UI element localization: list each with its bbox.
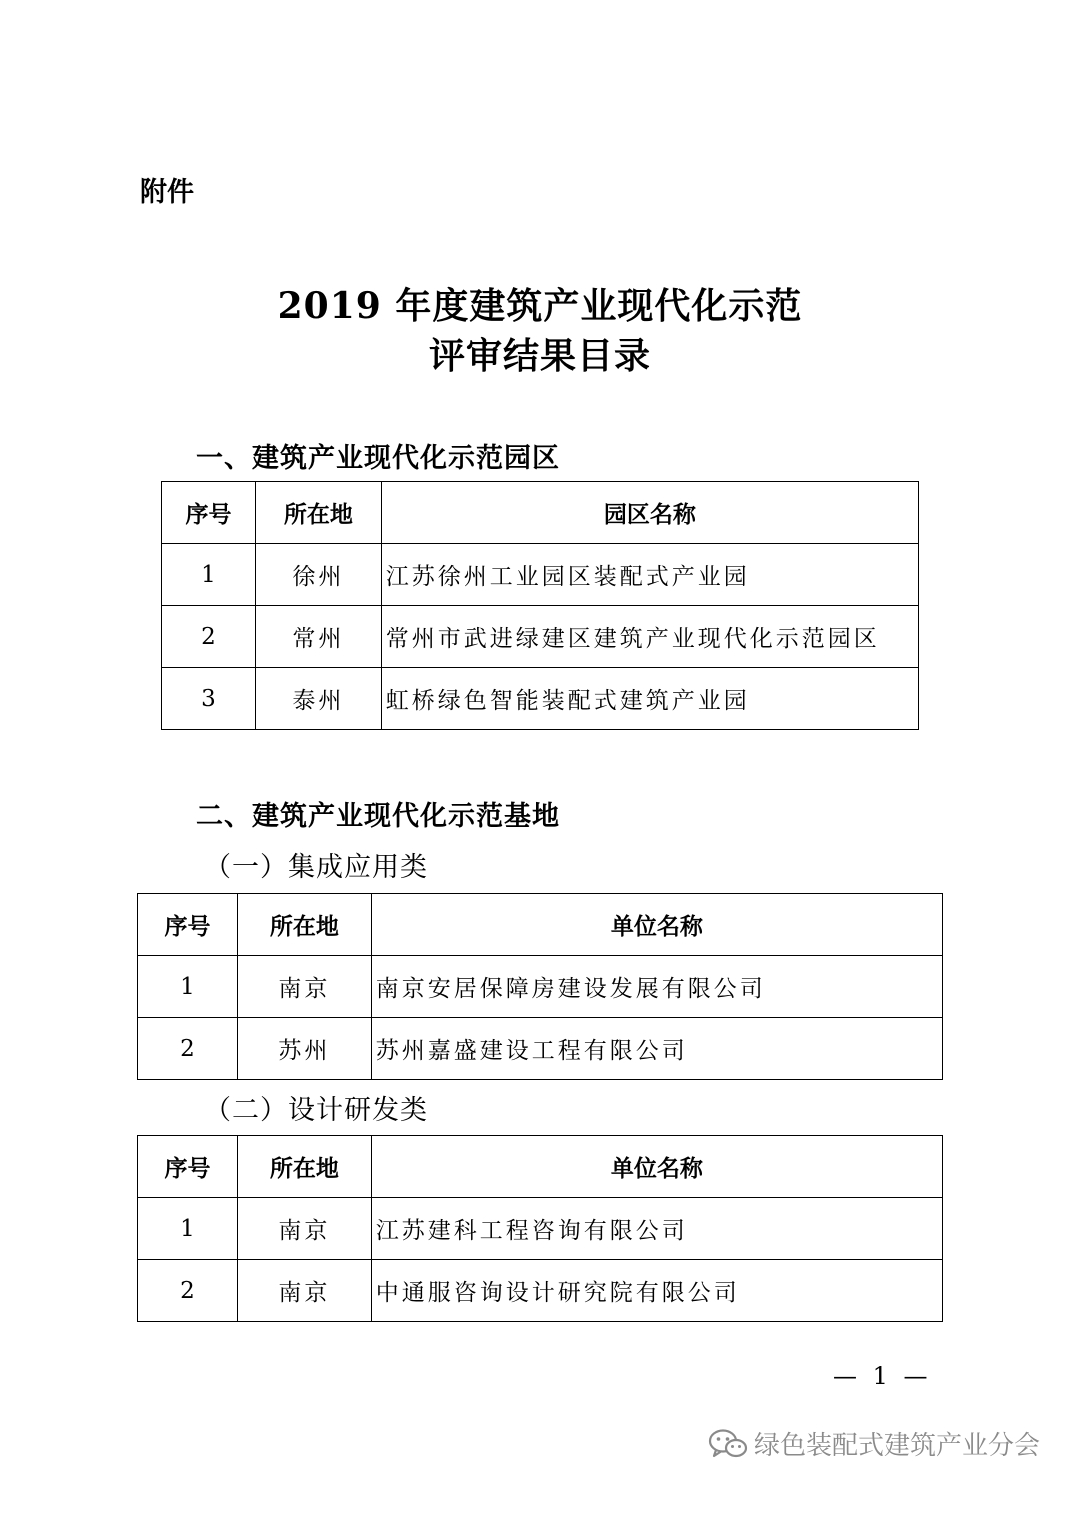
cell-index: 2 (138, 1018, 238, 1080)
attachment-label: 附件 (140, 177, 194, 208)
header-park-name: 园区名称 (381, 482, 918, 544)
table-row (162, 606, 919, 668)
table-row (138, 1260, 943, 1322)
header-index: 序号 (162, 482, 256, 544)
table-header-row (138, 1136, 943, 1198)
header-location: 所在地 (255, 482, 381, 544)
cell-index: 2 (162, 606, 256, 668)
subsection2-heading: （二）设计研发类 (204, 1095, 428, 1126)
table-row (138, 956, 943, 1018)
cell-unit-name: 南京安居保障房建设发展有限公司 (371, 956, 942, 1018)
wechat-icon (708, 1428, 748, 1460)
watermark (708, 1425, 1040, 1462)
page-number: — 1 — (833, 1362, 932, 1390)
cell-unit-name: 中通服咨询设计研究院有限公司 (371, 1260, 942, 1322)
header-location: 所在地 (237, 1136, 371, 1198)
cell-location: 南京 (237, 1260, 371, 1322)
cell-index: 3 (162, 668, 256, 730)
header-index: 序号 (138, 1136, 238, 1198)
cell-location: 常州 (255, 606, 381, 668)
cell-index: 1 (138, 956, 238, 1018)
cell-index: 1 (162, 544, 256, 606)
table-row (162, 668, 919, 730)
cell-index: 2 (138, 1260, 238, 1322)
header-location: 所在地 (237, 894, 371, 956)
cell-unit-name: 江苏建科工程咨询有限公司 (371, 1198, 942, 1260)
park-table (161, 481, 919, 730)
integrated-application-table (137, 893, 943, 1080)
header-unit-name: 单位名称 (371, 894, 942, 956)
cell-park-name: 常州市武进绿建区建筑产业现代化示范园区 (381, 606, 918, 668)
cell-location: 苏州 (237, 1018, 371, 1080)
table-row (138, 1198, 943, 1260)
table-row (138, 1018, 943, 1080)
cell-unit-name: 苏州嘉盛建设工程有限公司 (371, 1018, 942, 1080)
document-title-line2: 评审结果目录 (428, 335, 651, 377)
document-title-line1: 2019 年度建筑产业现代化示范 (277, 285, 803, 327)
header-index: 序号 (138, 894, 238, 956)
design-rd-table (137, 1135, 943, 1322)
section2-heading: 二、建筑产业现代化示范基地 (196, 801, 560, 832)
table-header-row (138, 894, 943, 956)
header-unit-name: 单位名称 (371, 1136, 942, 1198)
watermark-text: 绿色装配式建筑产业分会 (754, 1431, 1041, 1461)
table-header-row (162, 482, 919, 544)
cell-location: 徐州 (255, 544, 381, 606)
cell-park-name: 江苏徐州工业园区装配式产业园 (381, 544, 918, 606)
cell-location: 南京 (237, 956, 371, 1018)
section1-heading: 一、建筑产业现代化示范园区 (196, 443, 560, 474)
cell-location: 南京 (237, 1198, 371, 1260)
subsection1-heading: （一）集成应用类 (204, 852, 428, 883)
table-row (162, 544, 919, 606)
cell-index: 1 (138, 1198, 238, 1260)
cell-location: 泰州 (255, 668, 381, 730)
cell-park-name: 虹桥绿色智能装配式建筑产业园 (381, 668, 918, 730)
